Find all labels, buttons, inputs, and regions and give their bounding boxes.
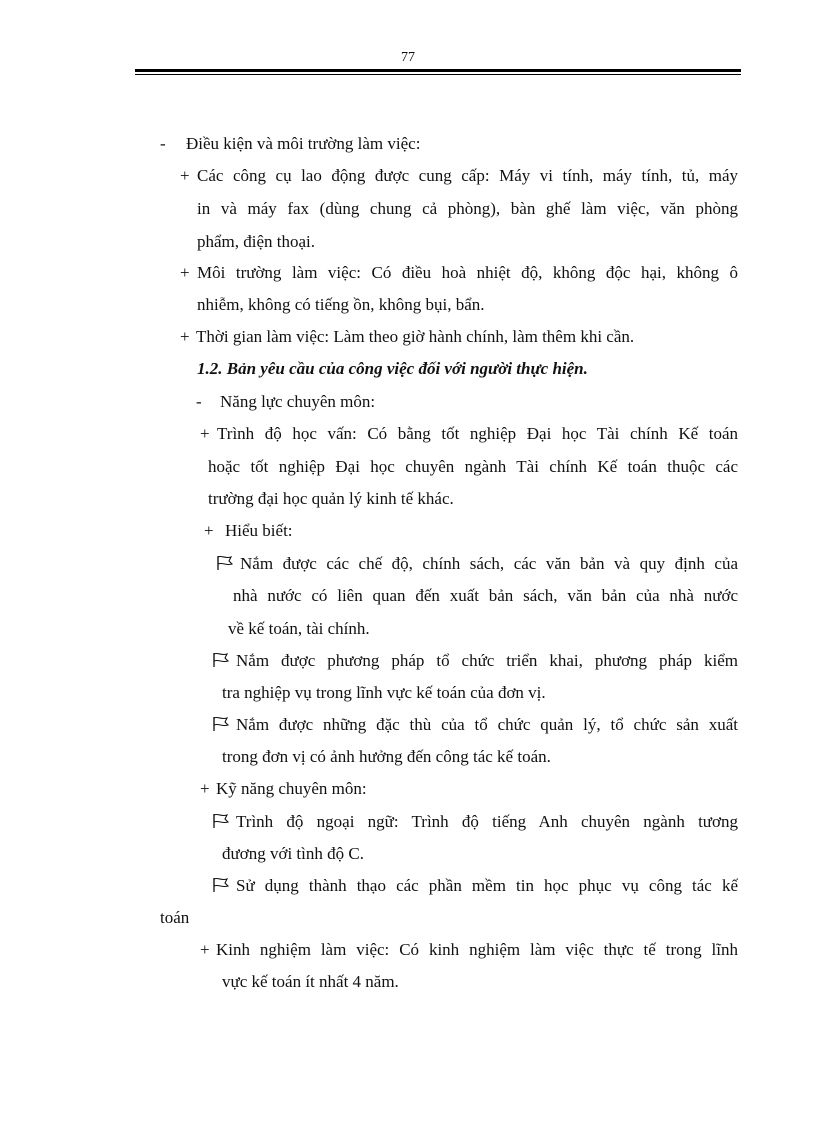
line-text: trong đơn vị có ảnh hưởng đến công tác kế toán. [222,747,551,766]
line-text: Nắm được phương pháp tổ chức triển khai, phương pháp kiểm [236,651,738,670]
bullet-plus-item [180,165,197,187]
plus-marker: + [200,424,210,443]
dash-marker: - [196,392,202,411]
line-text: Hiểu biết: [225,521,293,540]
line-text: Thời gian làm việc: Làm theo giờ hành chính, làm thêm khi cần. [196,327,635,346]
section-heading: 1.2. Bản yêu cầu của công việc đối với người thực hiện. [197,359,588,378]
line-text: Điều kiện và môi trường làm việc: [186,134,421,153]
flag-item [212,811,234,833]
plus-marker: + [180,327,190,346]
line-text: Kỹ năng chuyên môn: [216,779,367,798]
line-text: phẩm, điện thoại. [197,232,316,251]
flag-icon [212,716,230,732]
line-text: hoặc tốt nghiệp Đại học chuyên ngành Tài chính Kế toán thuộc các [208,457,738,476]
bullet-plus-item [204,520,293,542]
line-text: toán [160,908,190,927]
header-rule-thin [135,74,741,75]
flag-icon [212,652,230,668]
line-text: đương với tình độ C. [222,844,364,863]
flag-item [212,875,234,897]
line-text: Sử dụng thành thạo các phần mềm tin học phục vụ công tác kế [236,876,738,895]
line-text: tra nghiệp vụ trong lĩnh vực kế toán của đơn vị. [222,683,546,702]
line-text: Trình độ học vấn: Có bằng tốt nghiệp Đại học Tài chính Kế toán [217,424,738,443]
bullet-plus-item [200,423,210,445]
line-text: trường đại học quản lý kinh tế khác. [208,489,454,508]
bullet-dash-item [160,133,420,155]
header-rule-thick [135,69,741,72]
flag-icon [216,555,234,571]
bullet-plus-item [200,778,367,800]
flag-item [216,553,238,575]
line-text: nhiễm, không có tiếng ồn, không bụi, bẩn. [197,295,485,314]
line-text: nhà nước có liên quan đến xuất bản sách, văn bản của nhà nước [233,586,738,605]
line-text: vực kế toán ít nhất 4 năm. [222,972,399,991]
line-text: Các công cụ lao động được cung cấp: Máy vi tính, máy tính, tủ, máy [197,166,738,185]
plus-marker: + [180,166,190,185]
page-number: 77 [401,50,415,65]
bullet-plus-item [180,326,634,348]
line-text: Trình độ ngoại ngữ: Trình độ tiếng Anh chuyên ngành tương [236,812,738,831]
line-text: Nắm được các chế độ, chính sách, các văn bản và quy định của [240,554,738,573]
bullet-dash-item [196,391,375,413]
flag-item [212,650,234,672]
bullet-plus-item [200,939,210,961]
line-text: Kinh nghiệm làm việc: Có kinh nghiệm làm việc thực tế trong lĩnh [216,940,738,959]
line-text: Năng lực chuyên môn: [220,392,376,411]
line-text: Nắm được những đặc thù của tổ chức quản lý, tổ chức sản xuất [236,715,738,734]
line-text: Môi trường làm việc: Có điều hoà nhiệt độ, không độc hại, không ô [197,263,738,282]
plus-marker: + [204,521,214,540]
plus-marker: + [180,263,190,282]
flag-icon [212,813,230,829]
flag-item [212,714,234,736]
plus-marker: + [200,940,210,959]
plus-marker: + [200,779,210,798]
flag-icon [212,877,230,893]
line-text: về kế toán, tài chính. [228,619,370,638]
dash-marker: - [160,134,166,153]
line-text: in và máy fax (dùng chung cả phòng), bàn ghế làm việc, văn phòng [197,199,738,218]
bullet-plus-item [180,262,190,284]
